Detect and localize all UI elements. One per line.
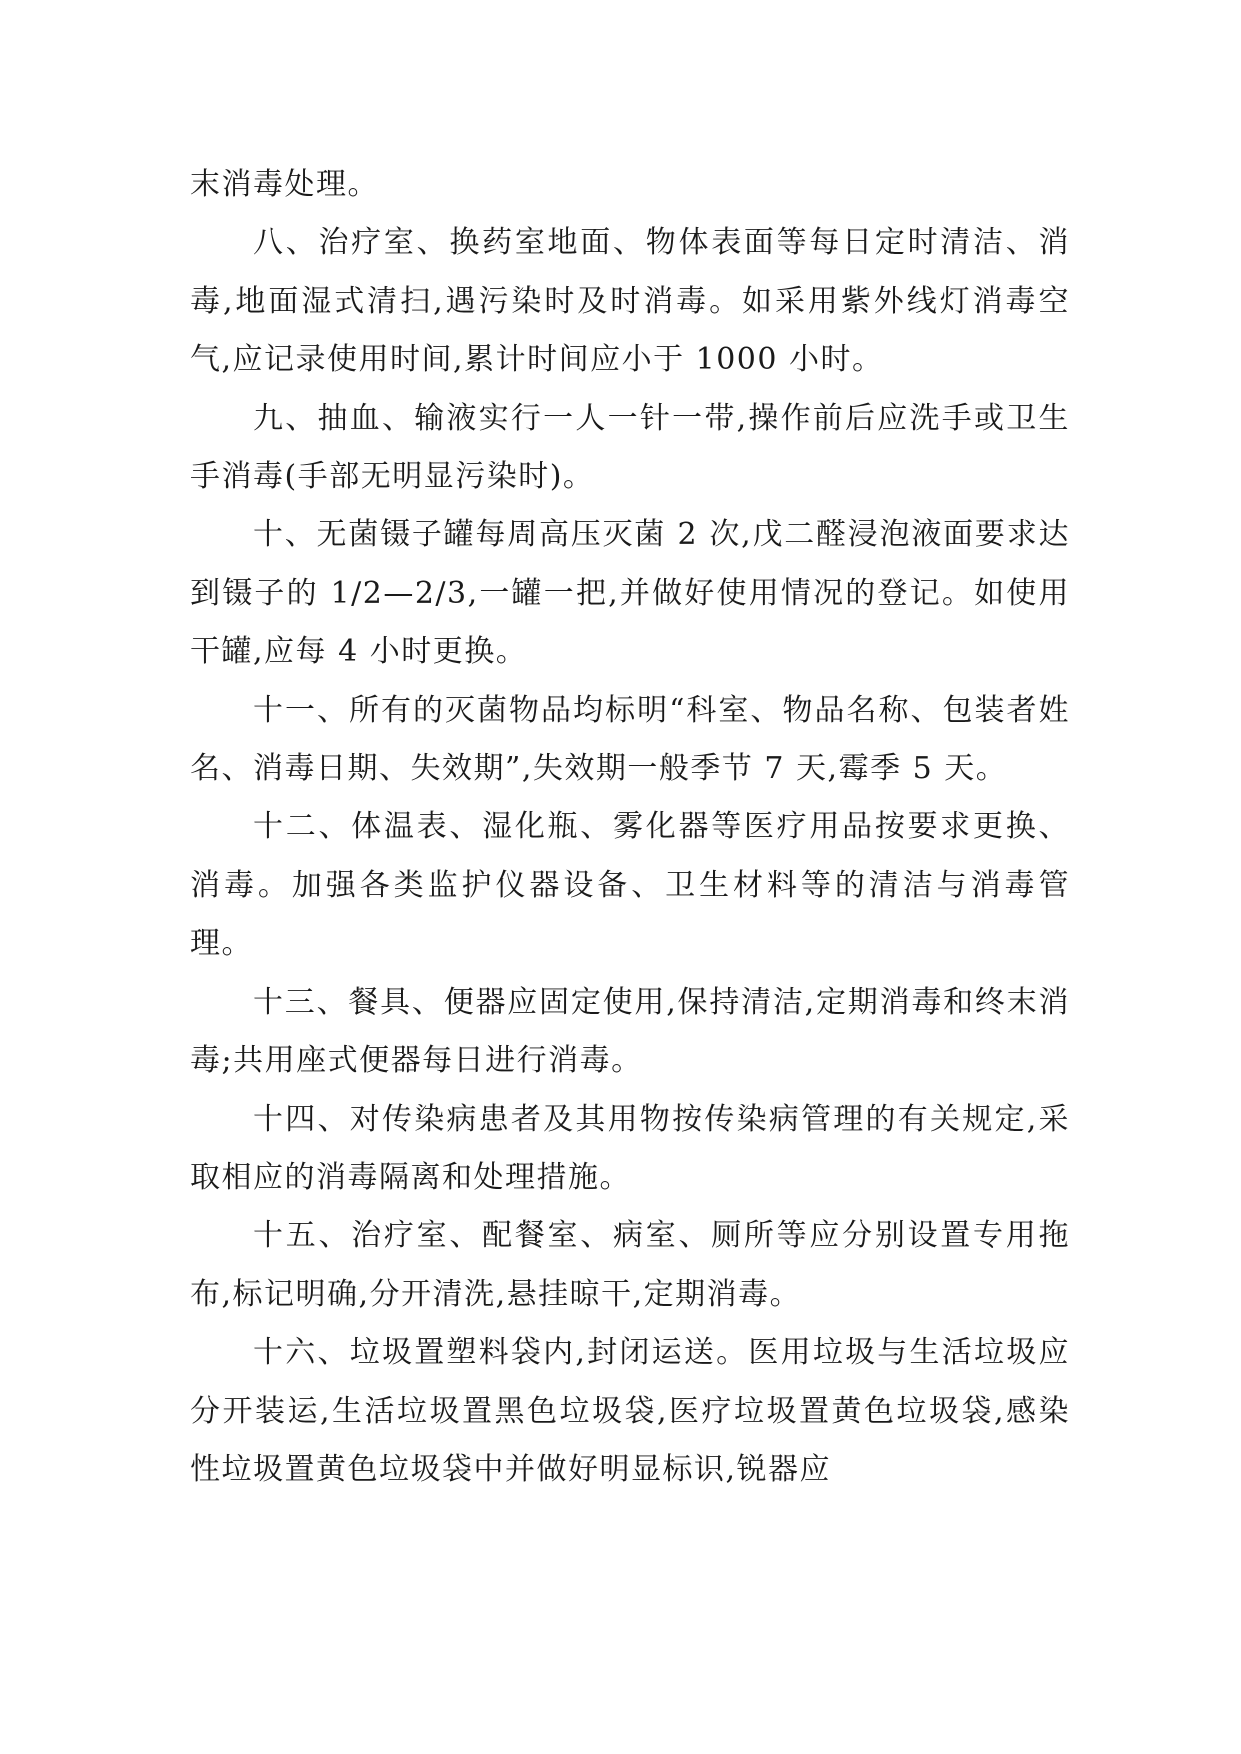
paragraph-continuation: 末消毒处理。: [190, 167, 379, 202]
paragraph-item-9: 九、抽血、输液实行一人一针一带,操作前后应洗手或卫生手消毒(手部无明显污染时)。: [190, 400, 1070, 495]
paragraph-item-13: 十三、餐具、便器应固定使用,保持清洁,定期消毒和终末消毒;共用座式便器每日进行消毒。: [190, 984, 1070, 1079]
document-body: [190, 156, 1070, 1499]
paragraph-item-11: 十一、所有的灭菌物品均标明“科室、物品名称、包装者姓名、消毒日期、失效期”,失效期一般季节 7 天,霉季 5 天。: [190, 692, 1070, 787]
paragraph-item-10: 十、无菌镊子罐每周高压灭菌 2 次,戊二醛浸泡液面要求达到镊子的 1/2—2/3,一罐一把,并做好使用情况的登记。如使用干罐,应每 4 小时更换。: [190, 517, 1070, 670]
paragraph-item-15: 十五、治疗室、配餐室、病室、厕所等应分别设置专用拖布,标记明确,分开清洗,悬挂晾干,定期消毒。: [190, 1218, 1070, 1312]
paragraph-item-12: 十二、体温表、湿化瓶、雾化器等医疗用品按要求更换、消毒。加强各类监护仪器设备、卫生材料等的清洁与消毒管理。: [190, 809, 1070, 962]
paragraph-item-16: 十六、垃圾置塑料袋内,封闭运送。医用垃圾与生活垃圾应分开装运,生活垃圾置黑色垃圾袋,医疗垃圾置黄色垃圾袋,感染性垃圾置黄色垃圾袋中并做好明显标识,锐器应: [190, 1335, 1070, 1487]
paragraph-item-14: 十四、对传染病患者及其用物按传染病管理的有关规定,采取相应的消毒隔离和处理措施。: [190, 1101, 1070, 1195]
paragraph-item-8: 八、治疗室、换药室地面、物体表面等每日定时清洁、消毒,地面湿式清扫,遇污染时及时消毒。如采用紫外线灯消毒空气,应记录使用时间,累计时间应小于 1000 小时。: [190, 225, 1070, 378]
